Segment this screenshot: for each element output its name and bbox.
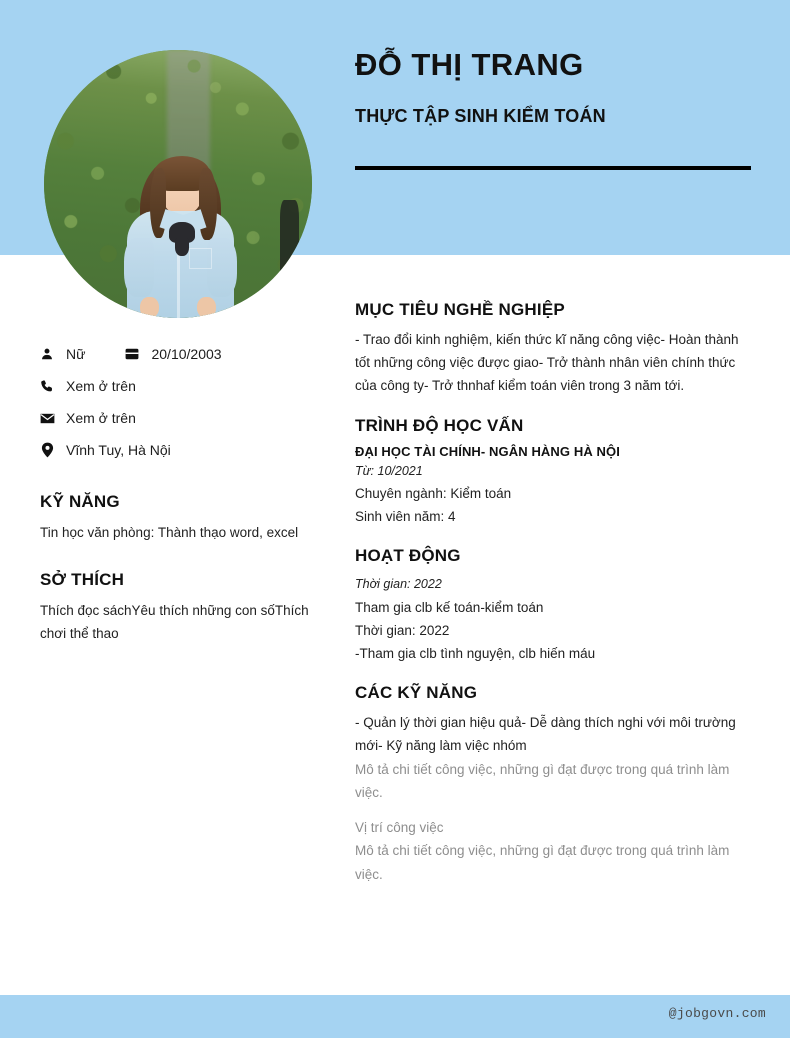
core-skills-placeholder-description-2: Mô tả chi tiết công việc, những gì đạt được trong quá trình làm việc. xyxy=(355,843,730,882)
contact-email xyxy=(38,409,136,427)
contact-row xyxy=(38,402,328,434)
objective-body: - Trao đổi kinh nghiệm, kiến thức kĩ năng công việc- Hoàn thành tốt những công việc được giao- Trở thành nhân viên chính thức của công ty- Trở thnhaf kiểm toán viên trong 3 năm tới. xyxy=(355,332,739,394)
person-icon xyxy=(38,345,56,363)
education-period: Từ: 10/2021 xyxy=(355,463,423,478)
core-skills-placeholder-description: Mô tả chi tiết công việc, những gì đạt được trong quá trình làm việc. xyxy=(355,761,730,800)
core-skills-heading: CÁC KỸ NĂNG xyxy=(355,683,478,703)
main-content xyxy=(355,300,755,904)
activities-heading: HOẠT ĐỘNG xyxy=(355,546,461,566)
photo-hand-left xyxy=(140,297,159,318)
education-year: Sinh viên năm: 4 xyxy=(355,509,456,525)
contact-phone-value: Xem ở trên xyxy=(66,378,136,394)
photo-sleeve-left xyxy=(124,238,153,297)
header-divider xyxy=(355,166,751,170)
activity-time: Thời gian: 2022 xyxy=(355,622,450,638)
sidebar xyxy=(38,338,328,645)
contact-row xyxy=(38,370,328,402)
footer-blue-band xyxy=(0,995,790,1038)
activity-time: Thời gian: 2022 xyxy=(355,577,442,592)
sidebar-interests-body: Thích đọc sáchYêu thích những con sốThích chơi thể thao xyxy=(40,603,309,641)
contact-row xyxy=(38,338,328,370)
email-icon xyxy=(38,409,56,427)
education-major: Chuyên ngành: Kiểm toán xyxy=(355,485,512,501)
sidebar-skills-heading: KỸ NĂNG xyxy=(40,492,120,511)
header-text-block xyxy=(355,48,755,127)
watermark: @jobgovn.com xyxy=(668,1006,766,1021)
photo-person xyxy=(44,50,312,318)
photo-hair-right xyxy=(199,168,216,240)
section-activities xyxy=(355,546,755,665)
objective-heading: MỤC TIÊU NGHỀ NGHIỆP xyxy=(355,300,565,319)
education-school: ĐẠI HỌC TÀI CHÍNH- NGÂN HÀNG HÀ NỘI xyxy=(355,443,620,459)
page-title: ĐỖ THỊ TRANG xyxy=(355,47,584,82)
activity-desc: -Tham gia clb tình nguyện, clb hiến máu xyxy=(355,646,596,662)
location-icon xyxy=(38,441,56,459)
section-objective xyxy=(355,300,755,398)
section-core-skills xyxy=(355,683,755,886)
calendar-icon xyxy=(123,345,141,363)
contact-birthdate-value: 20/10/2003 xyxy=(151,346,222,362)
sidebar-section-interests xyxy=(38,570,328,645)
phone-icon xyxy=(38,377,56,395)
sidebar-interests-heading: SỞ THÍCH xyxy=(40,570,125,590)
contact-list xyxy=(38,338,328,466)
contact-address xyxy=(38,441,171,459)
contact-row xyxy=(38,434,328,466)
contact-phone xyxy=(38,377,136,395)
photo-shirt-pocket xyxy=(189,248,212,269)
core-skills-placeholder-position: Vị trí công việc xyxy=(355,820,444,836)
photo-hand-right xyxy=(197,297,216,318)
photo-background xyxy=(44,50,312,318)
activity-desc: Tham gia clb kế toán-kiểm toán xyxy=(355,599,544,615)
sidebar-section-skills xyxy=(38,492,328,544)
contact-gender-value: Nữ xyxy=(66,346,86,362)
photo-bow-tail xyxy=(175,238,188,257)
contact-birthdate xyxy=(123,345,221,363)
sidebar-skills-body: Tin học văn phòng: Thành thạo word, excel xyxy=(40,525,299,540)
contact-gender xyxy=(38,345,85,363)
contact-email-value: Xem ở trên xyxy=(66,410,136,426)
job-title: THỰC TẬP SINH KIỂM TOÁN xyxy=(355,106,606,127)
core-skills-body: - Quản lý thời gian hiệu quả- Dễ dàng thích nghi với môi trường mới- Kỹ năng làm việc nhóm xyxy=(355,715,736,754)
avatar xyxy=(44,50,312,318)
education-heading: TRÌNH ĐỘ HỌC VẤN xyxy=(355,415,524,435)
section-education xyxy=(355,416,755,529)
contact-address-value: Vĩnh Tuy, Hà Nội xyxy=(66,442,171,458)
